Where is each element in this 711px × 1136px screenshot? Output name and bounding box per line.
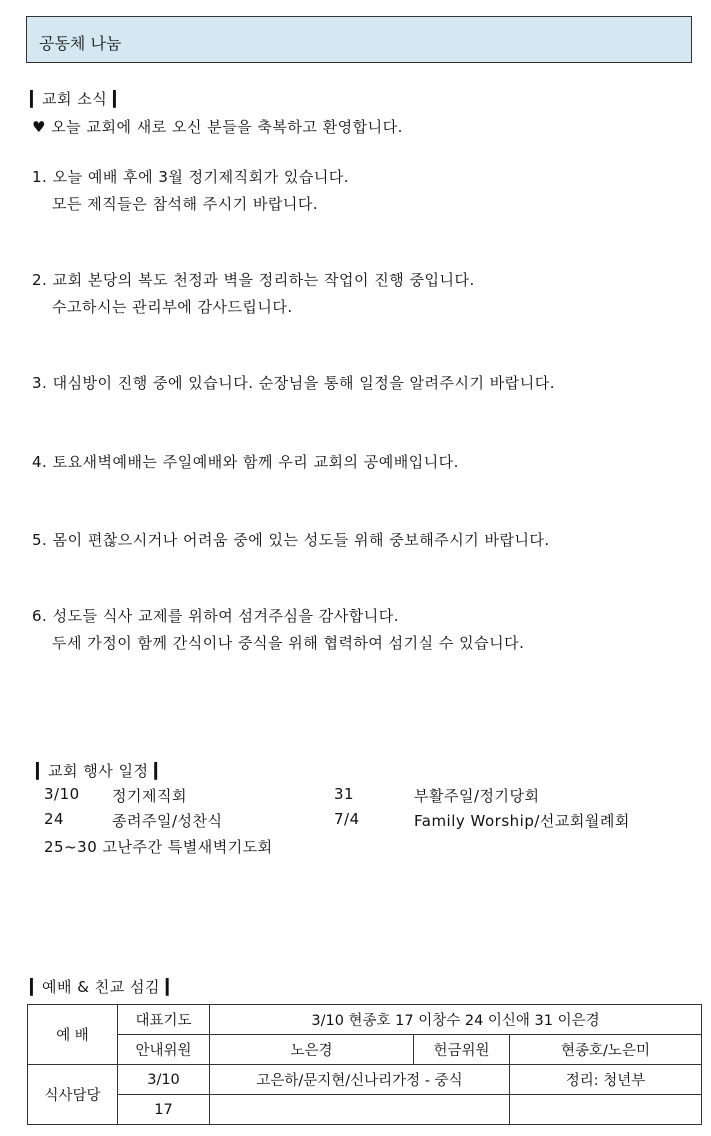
news-item-6: 6. 성도들 식사 교제를 위하여 섬겨주심을 감사합니다. [32,607,399,625]
meal-cleanup: 정리: 청년부 [510,1065,702,1095]
event-date: 7/4 [334,810,360,828]
meal-date: 3/10 [118,1065,210,1095]
news-item-1: 1. 오늘 예배 후에 3월 정기제직회가 있습니다. [32,168,350,186]
serve-heading: ▎예배 & 친교 섬김 ▎ [30,978,178,996]
meal-date: 17 [118,1095,210,1125]
page-title: 공동체 나눔 [39,34,122,53]
rep-prayer-label: 대표기도 [118,1005,210,1035]
event-item: 25~30 고난주간 특별새벽기도회 [44,838,273,856]
news-heading: ▎교회 소식 ▎ [30,90,126,108]
offering-value: 현종호/노은미 [510,1035,702,1065]
event-date: 3/10 [44,785,80,803]
meal-cleanup [510,1095,702,1125]
event-date: 24 [44,810,65,828]
news-item-4: 4. 토요새벽예배는 주일예배와 함께 우리 교회의 공예배입니다. [32,453,459,471]
serve-table [27,1004,702,1125]
news-item-3: 3. 대심방이 진행 중에 있습니다. 순장님을 통해 일정을 알려주시기 바랍니다. [32,374,555,392]
usher-label: 안내위원 [118,1035,210,1065]
events-heading: ▎교회 행사 일정 ▎ [36,762,167,780]
event-name: 부활주일/정기당회 [414,787,540,805]
welcome-text: ♥ 오늘 교회에 새로 오신 분들을 축복하고 환영합니다. [32,118,403,136]
table-row [28,1035,702,1065]
worship-label: 예 배 [28,1005,118,1065]
news-item-5: 5. 몸이 편찮으시거나 어려움 중에 있는 성도들 위해 중보해주시기 바랍니다. [32,531,550,549]
table-row [28,1065,702,1095]
meal-duty: 고은하/문지현/신나리가정 - 중식 [210,1065,510,1095]
section-header [26,16,692,63]
table-row [28,1095,702,1125]
news-item-2-detail: 수고하시는 관리부에 감사드립니다. [52,298,293,316]
event-name: Family Worship/선교회월례회 [414,812,630,830]
table-row [28,1005,702,1035]
event-name: 종려주일/성찬식 [112,812,223,830]
meal-duty [210,1095,510,1125]
offering-label: 헌금위원 [414,1035,510,1065]
usher-value: 노은경 [210,1035,414,1065]
news-item-1-detail: 모든 제직들은 참석해 주시기 바랍니다. [52,195,319,213]
news-item-6-detail: 두세 가정이 함께 간식이나 중식을 위해 협력하여 섬기실 수 있습니다. [52,634,525,652]
rep-prayer-value: 3/10 현종호 17 이창수 24 이신애 31 이은경 [210,1005,702,1035]
news-item-2: 2. 교회 본당의 복도 천정과 벽을 정리하는 작업이 진행 중입니다. [32,271,475,289]
event-date: 31 [334,785,355,803]
event-name: 정기제직회 [112,787,187,805]
meal-label: 식사담당 [28,1065,118,1125]
